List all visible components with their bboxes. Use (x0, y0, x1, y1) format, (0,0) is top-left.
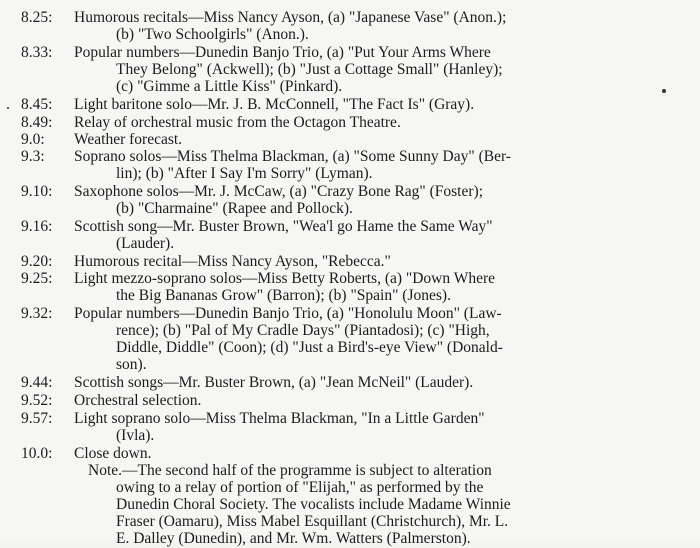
entry-line: (Lauder). (116, 235, 175, 252)
entry-line: Saxophone solos—Mr. J. McCaw, (a) "Crazy Bone Rag" (Foster); (74, 183, 483, 200)
entry-line: Close down. (74, 445, 152, 462)
entry-line: Soprano solos—Miss Thelma Blackman, (a) "Some Sunny Day" (Ber- (74, 148, 511, 165)
entry-line: Light mezzo-soprano solos—Miss Betty Roberts, (a) "Down Where (74, 270, 496, 287)
entry-line: (c) "Gimme a Little Kiss" (Pinkard). (116, 78, 343, 95)
time-9-20: 9.20: (21, 253, 53, 270)
entry-line: (Ivla). (116, 427, 155, 444)
time-8-25: 8.25: (21, 9, 53, 26)
time-8-49: 8.49: (21, 114, 53, 131)
entry-line: (b) "Charmaine" (Rapee and Pollock). (116, 200, 353, 217)
note-line: owing to a relay of portion of "Elijah," as performed by the (116, 479, 484, 496)
entry-line: Scottish song—Mr. Buster Brown, "Wea'l go Hame the Same Way" (74, 218, 493, 235)
note-line: E. Dalley (Dunedin), and Mr. Wm. Watters (Palmerston). (116, 530, 471, 547)
print-speck (7, 107, 9, 109)
time-9-25: 9.25: (21, 270, 53, 287)
entry-line: Diddle, Diddle" (Coon); (d) "Just a Bird's-eye View" (Donald- (116, 339, 503, 356)
entry-line: (b) "Two Schoolgirls" (Anon.). (116, 26, 309, 43)
time-9-32: 9.32: (21, 305, 53, 322)
time-9-3: 9.3: (21, 148, 45, 165)
note-line: Note.—The second half of the programme is subject to alteration (88, 462, 492, 479)
entry-line: Popular numbers—Dunedin Banjo Trio, (a) "Put Your Arms Where (74, 44, 491, 61)
time-9-52: 9.52: (21, 392, 53, 409)
entry-line: Weather forecast. (74, 131, 183, 148)
entry-line: Scottish songs—Mr. Buster Brown, (a) "Jean McNeil" (Lauder). (74, 374, 474, 391)
time-8-33: 8.33: (21, 44, 53, 61)
time-9-10: 9.10: (21, 183, 53, 200)
entry-line: Relay of orchestral music from the Octagon Theatre. (74, 114, 401, 131)
time-10-0: 10.0: (21, 445, 53, 462)
time-9-44: 9.44: (21, 374, 53, 391)
note-line: Fraser (Oamaru), Miss Mabel Esquillant (Christchurch), Mr. L. (116, 513, 509, 530)
entry-line: Light baritone solo—Mr. J. B. McConnell, "The Fact Is" (Gray). (74, 96, 475, 113)
entry-line: rence); (b) "Pal of My Cradle Days" (Piantadosi); (c) "High, (116, 322, 490, 339)
entry-line: lin); (b) "After I Say I'm Sorry" (Lyman). (116, 165, 373, 182)
entry-line: Humorous recitals—Miss Nancy Ayson, (a) "Japanese Vase" (Anon.); (74, 9, 507, 26)
time-9-0: 9.0: (21, 131, 45, 148)
entry-line: Popular numbers—Dunedin Banjo Trio, (a) "Honolulu Moon" (Law- (74, 305, 502, 322)
entry-line: Humorous recital—Miss Nancy Ayson, "Rebecca." (74, 253, 391, 270)
entry-line: They Belong" (Ackwell); (b) "Just a Cottage Small" (Hanley); (116, 61, 503, 78)
time-8-45: 8.45: (21, 96, 53, 113)
entry-line: Light soprano solo—Miss Thelma Blackman, "In a Little Garden" (74, 410, 485, 427)
entry-line: Orchestral selection. (74, 392, 202, 409)
entry-line: the Big Bananas Grow" (Barron); (b) "Spain" (Jones). (116, 287, 451, 304)
print-speck (662, 89, 666, 93)
note-line: Dunedin Choral Society. The vocalists include Madame Winnie (116, 496, 511, 513)
time-9-57: 9.57: (21, 410, 53, 427)
entry-line: son). (116, 356, 147, 373)
time-9-16: 9.16: (21, 218, 53, 235)
